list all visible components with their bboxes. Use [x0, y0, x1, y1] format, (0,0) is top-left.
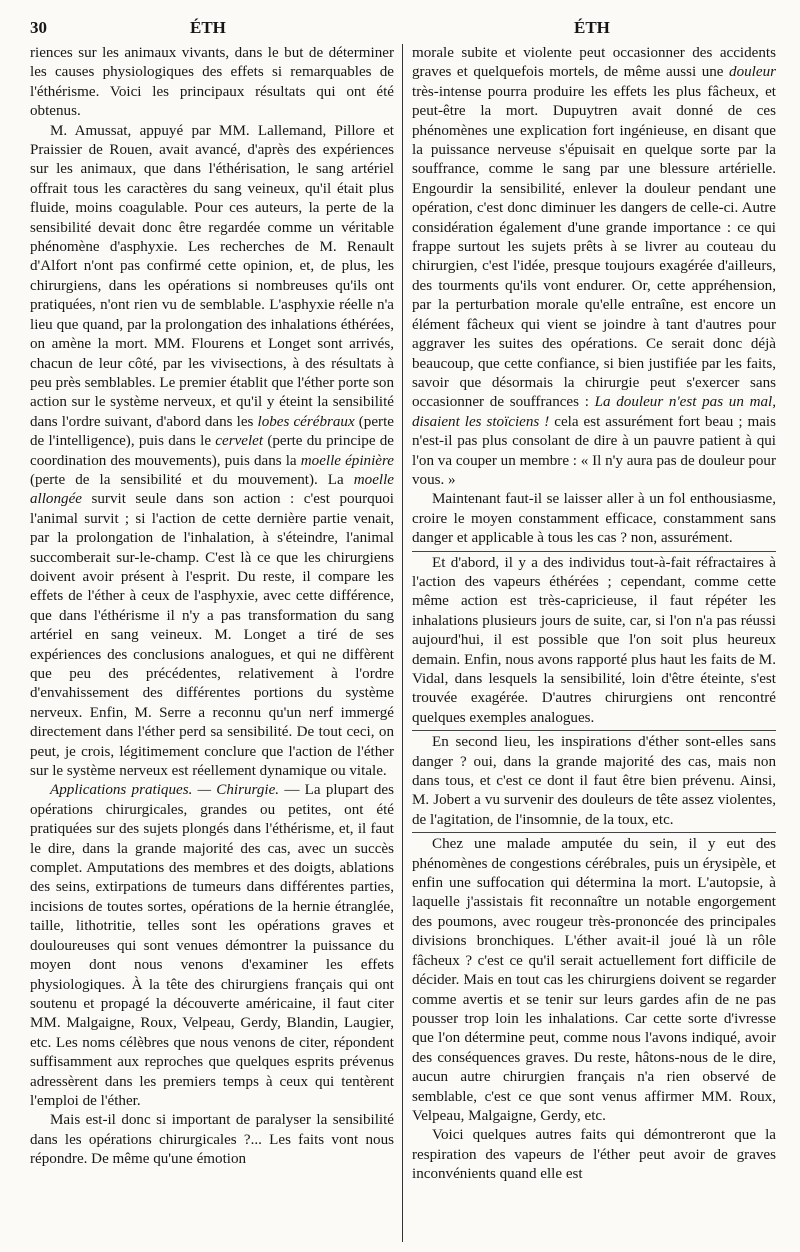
paragraph: Chez une malade amputée du sein, il y eut des phénomènes de congestions cérébrales, puis un érysipèle, et enfin une suffocation qui détermina la mort. L'autopsie, à laquelle j'assistais fit reconnaître un notable engorgement des poumons, avec rougeur très-prononcée des principales divisions bronchiques. L'éther avait-il joué là un rôle fâcheux ? c'est ce qu'il serait actuellement fort difficile de décider. Mais en tout cas les chirurgiens doivent se regarder comme avertis et se tenir sur leurs gardes afin de ne pas pousser trop loin les inhalations. Car cette sorte d'ivresse que l'on détermine peut, comme nous l'avons indiqué, avoir des conséquences graves. Du reste, hâtons-nous de le dire, aucun autre chirurgien français n'a rien observé de semblable, c'est ce que sont venus affirmer MM. Roux, Velpeau, Malgaigne, Gerdy, etc.	[412, 836, 776, 1124]
running-header	[0, 18, 800, 44]
text-run: (perte de l'intelligence), puis dans le	[30, 413, 394, 450]
paragraph	[30, 122, 394, 782]
paragraph-rule	[412, 551, 776, 552]
italic-term: moelle allongée	[30, 471, 394, 508]
italic-quote: La douleur n'est pas un mal, disaient les stoïciens !	[412, 394, 776, 430]
italic-term: douleur	[729, 64, 776, 81]
text-run: cela est assurément fort beau ; mais n'est-il pas plus consolant de dire à un pauvre patient à qui l'on va couper un membre : « Il n'y aura pas de douleur pour vous. »	[412, 413, 776, 488]
text-run: morale subite et violente peut occasionner des accidents graves et quelquefois mortels, de même aussi une	[412, 45, 776, 81]
paragraph-rule	[412, 832, 776, 833]
running-head-left: ÉTH	[190, 18, 226, 37]
page-number: 30	[30, 18, 47, 37]
paragraph: Maintenant faut-il se laisser aller à un fol enthousiasme, croire le moyen constamment efficace, constamment sans danger et applicable à tous les cas ? non, assurément.	[412, 491, 776, 547]
paragraph: Et d'abord, il y a des individus tout-à-fait réfractaires à l'action des vapeurs éthérées ; cependant, comme cette même action est très-capricieuse, il faut répéter les inhalations plusieurs jours de suite, car, si l'on n'a pas réussi aujourd'hui, il est possible que l'on soit plus heureux demain. Enfin, nous avons rapporté plus haut les faits de M. Vidal, dans lesquels la sensibilité, loin d'être éteinte, s'est trouvée exagérée. D'autres chirurgiens ont rencontré quelques exemples analogues.	[412, 554, 776, 726]
paragraph: En second lieu, les inspirations d'éther sont-elles sans danger ? oui, dans la grande majorité des cas, mais non dans tous, et c'est ce dont il faut être bien prévenu. Ainsi, M. Jobert a vu survenir des douleurs de tête assez violentes, de l'agitation, de l'insomnie, de la toux, etc.	[412, 734, 776, 828]
italic-term: cervelet	[215, 433, 264, 450]
text-run: — La plupart des opérations chirurgicales, grandes ou petites, ont été pratiquées sur des sujets plongés dans l'éthérisme, et, il faut le dire, dans la grande majorité des cas, avec un succès complet. Amputations des membres et des doigts, ablations des seins, extirpations de tumeurs dans différentes parties, incisions de toutes sortes, opérations de la hernie étranglée, taille, lithotritie, telles sont les opérations graves et douloureuses qui sont venues démontrer la puissance du moyen dont nous venons d'examiner les effets physiologiques. À la tête des chirurgiens français qui ont soutenu et propagé la découverte américaine, il faut citer MM. Malgaigne, Roux, Velpeau, Gerdy, Blandin, Laugier, etc. Les noms célèbres que nous venons de citer, répondent suffisamment aux reproches que quelques esprits prévenus adressèrent dans les premiers temps à ceux qui tentèrent l'emploi de l'éther.	[30, 782, 394, 1109]
paragraph	[30, 781, 394, 1111]
text-run: M. Amussat, appuyé par MM. Lallemand, Pillore et Praissier de Rouen, avait avancé, d'après des expériences sur les animaux, que dans l'éthérisation, le sang artériel offrait tous les caractères du sang veineux, qu'il était plus fluide, moins coagulable. Pour ces auteurs, la perte de la sensibilité devait donc être regardée comme un véritable phénomène d'asphyxie. Les recherches de M. Renault d'Alfort n'ont pas confirmé cette opinion, et, de plus, les chirurgiens, dans les opérations si nombreuses qu'ils ont pratiquées, n'ont rien vu de semblable. L'asphyxie réelle n'a lieu que quand, par la prolongation des inhalations éthérées, on amène la mort. MM. Flourens et Longet sont arrivés, chacun de leur côté, par les vivisections, à des résultats à peu près semblables. Le premier établit que l'éther porte son action sur le système nerveux, et qu'il y éteint la sensibilité dans l'ordre suivant, d'abord dans les	[30, 122, 394, 430]
paragraph-rule	[412, 730, 776, 731]
column-divider	[402, 44, 403, 1242]
paragraph: Mais est-il donc si important de paralyser la sensibilité dans les opérations chirurgicales ?... Les faits vont nous répondre. De même qu'une émotion	[30, 1112, 394, 1168]
section-heading: Applications pratiques. — Chirurgie.	[50, 782, 280, 799]
paragraph	[412, 44, 776, 490]
text-run: (perte du principe de coordination des mouvements), puis dans la	[30, 433, 394, 469]
paragraph: riences sur les animaux vivants, dans le but de déterminer les causes physiologiques des effets si remarquables de l'éthérisme. Voici les principaux résultats qui ont été obtenus.	[30, 45, 394, 120]
text-run: très-intense pourra produire les effets les plus fâcheux, et peut-être la mort. Dupuytren avait donné de ces phénomènes une explication fort ingénieuse, en disant que la puissance nerveuse s'épuisait en quelque sorte par la souffrance, comme le sang par une blessure artérielle. Engourdir la sensibilité, enlever la douleur pendant une opération, c'est donc diminuer les dangers de celle-ci. Autre considération également d'une grande importance : ce qui frappe surtout les sujets prêts à se livrer au couteau du chirurgien, c'est l'idée, presque toujours exagérée d'ailleurs, des tourments qu'ils vont endurer. Or, cette appréhension, par la perturbation morale qu'elle entraîne, est encore un élément fâcheux qui vient se joindre à tant d'autres pour aggraver les suites des opérations. Ce serait donc déjà beaucoup, que cette confiance, si bien justifiée par les faits, savoir que désormais la chirurgie peut s'exercer sans occasionner de souffrances :	[412, 83, 776, 411]
running-head-right: ÉTH	[574, 18, 610, 37]
italic-term: lobes cérébraux	[257, 413, 355, 430]
text-run: (perte de la sensibilité et du mouvement). La	[30, 471, 344, 488]
text-run: survit seule dans son action : c'est pourquoi l'animal survit ; si l'action de cette dernière partie venait, par la prolongation de l'inhalation, à s'éteindre, l'animal succomberait sur-le-champ. C'est là ce que les chirurgiens doivent avoir présent à l'esprit. Du reste, il compare les effets de l'éther à ceux de l'asphyxie, avec cette différence, que dans l'éthérisme il n'y a pas transformation du sang artériel en sang veineux. M. Longet a tiré de ses expériences des conclusions analogues, et qui ne diffèrent que peu des précédentes, relativement à l'ordre d'envahissement des différentes portions du système nerveux. Enfin, M. Serre a reconnu qu'un nerf immergé directement dans l'éther perd sa sensibilité. De tout ceci, on peut, je crois, légitimement conclure que l'action de l'éther sur le système nerveux est réellement dynamique ou vitale.	[30, 491, 394, 780]
italic-term: moelle épinière	[300, 452, 394, 469]
right-column	[412, 44, 776, 1246]
left-column	[30, 44, 394, 1246]
paragraph: Voici quelques autres faits qui démontreront que la respiration des vapeurs de l'éther peut avoir de graves inconvénients quand elle est	[412, 1127, 776, 1183]
